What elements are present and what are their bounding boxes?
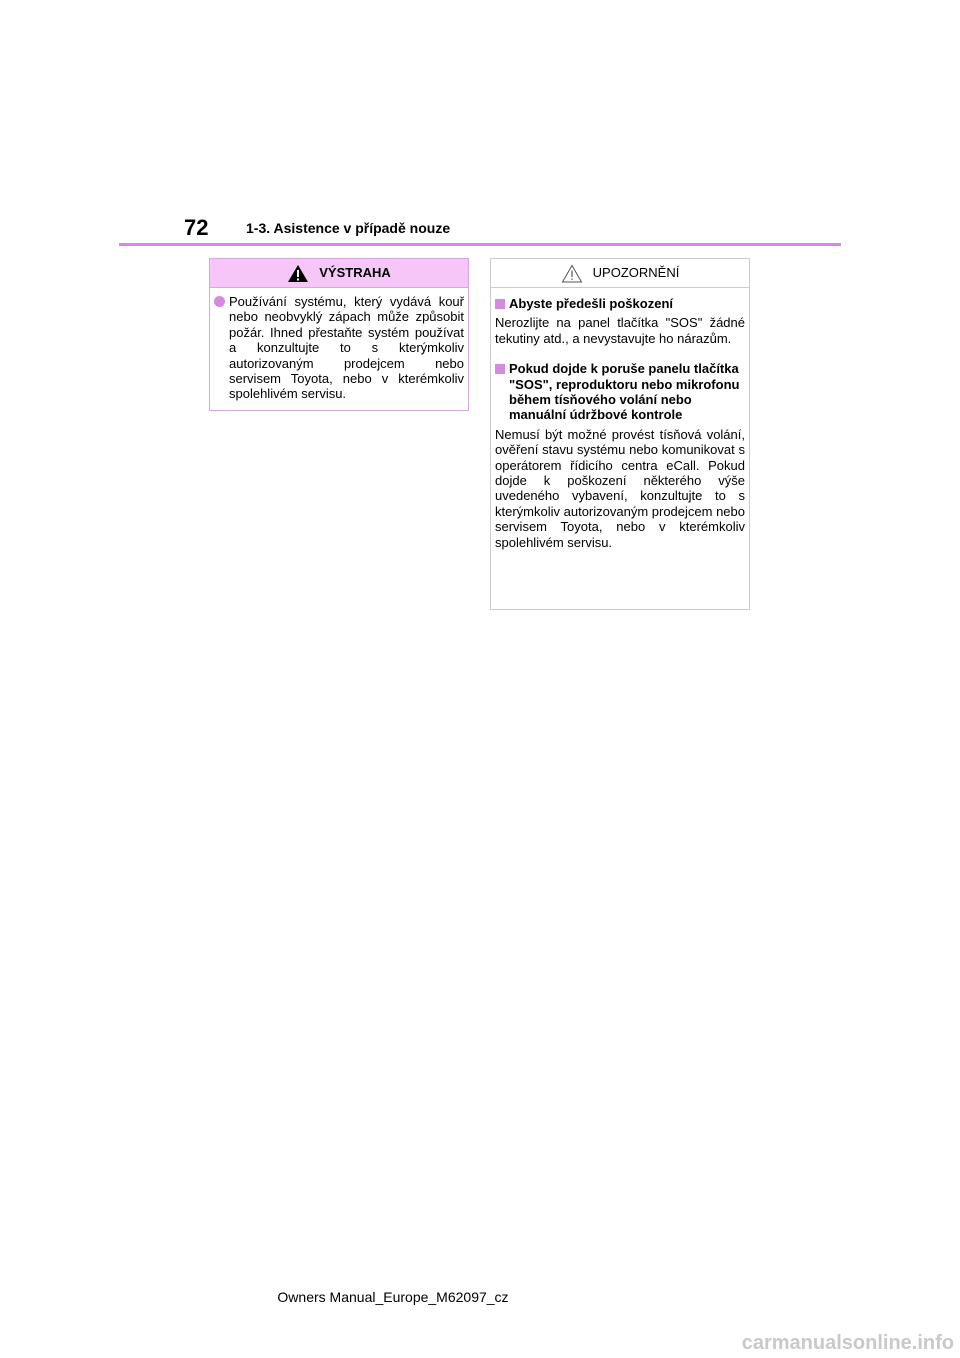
page-header bbox=[0, 0, 960, 250]
caution-box bbox=[490, 258, 750, 610]
caution-section-heading bbox=[495, 361, 745, 423]
caution-box-body bbox=[491, 288, 749, 550]
warning-box-title: VÝSTRAHA bbox=[319, 265, 391, 280]
page-number: 72 bbox=[184, 215, 209, 240]
circle-bullet-icon bbox=[214, 296, 225, 307]
footer-text: Owners Manual_Europe_M62097_cz bbox=[277, 1289, 509, 1305]
square-bullet-icon bbox=[495, 364, 505, 374]
warning-box-body bbox=[210, 288, 468, 402]
warning-item-text: Používání systému, který vydává kouř nebo neobvyklý zápach může způsobit požár. Ihned přestaňte systém používat a konzultujte to s kterýmkoliv autorizovaným prodejcem nebo servisem Toyota, nebo v kterémkoliv spolehlivém servisu. bbox=[229, 294, 464, 402]
page-footer bbox=[0, 1288, 960, 1306]
caution-triangle-outline-icon bbox=[561, 264, 583, 283]
caution-section-body: Nemusí být možné provést tísňová volání, ověření stavu systému nebo komunikovat s operátorem řídicího centra eCall. Pokud dojde k poškození některého výše uvedeného vybavení, konzultujte to s kterýmkoliv autorizovaným prodejcem nebo servisem Toyota, nebo v kterémkoliv spolehlivém servisu. bbox=[495, 426, 745, 550]
caution-section-body: Nerozlijte na panel tlačítka "SOS" žádné tekutiny atd., a nevystavujte ho nárazům. bbox=[495, 315, 745, 346]
warning-triangle-icon bbox=[287, 264, 309, 283]
caution-heading-text: Pokud dojde k poruše panelu tlačítka "SOS", reproduktoru nebo mikrofonu během tísňového volání nebo manuální údržbové kontrole bbox=[509, 361, 740, 423]
caution-heading-text: Abyste předešli poškození bbox=[509, 296, 673, 311]
warning-box bbox=[209, 258, 469, 411]
section-title: 1-3. Asistence v případě nouze bbox=[246, 220, 451, 236]
caution-section-heading bbox=[495, 296, 745, 311]
warning-box-header bbox=[210, 259, 468, 288]
header-divider bbox=[119, 243, 841, 246]
caution-box-header bbox=[491, 259, 749, 288]
caution-box-title: UPOZORNĚNÍ bbox=[592, 265, 680, 280]
warning-item bbox=[214, 294, 464, 402]
watermark: carmanualsonline.info bbox=[741, 1332, 954, 1354]
square-bullet-icon bbox=[495, 299, 505, 309]
